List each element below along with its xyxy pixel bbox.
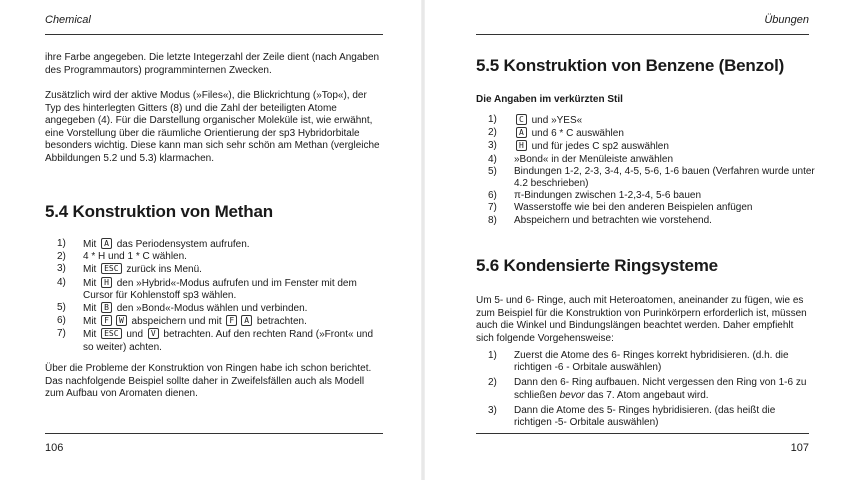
key-a-icon: A [516,127,527,138]
list-item: 7) Mit ESC und V betrachten. Auf den rechten Rand (»Front« und so weiter) achten. [57,328,374,353]
header-rule-left [45,34,383,35]
section-title-5-4: 5.4 Konstruktion von Methan [45,202,273,221]
intro-paragraph-1: ihre Farbe angegeben. Die letzte Integerzahl der Zeile dient (nach Angaben des Programmautors) programminternen Zwecken. [45,52,380,76]
key-f-icon: F [226,315,237,326]
key-w-icon: W [116,315,127,326]
key-v-icon: V [148,328,159,339]
key-f-icon: F [101,315,112,326]
list-item: 4) Mit H den »Hybrid«-Modus aufrufen und im Fenster mit dem Cursor für Kohlenstoff sp3 wählen. [57,276,357,301]
list-item: 1) C und »YES« [488,114,583,126]
subheading: Die Angaben im verkürzten Stil [476,94,623,105]
page-number-left: 106 [45,442,64,454]
intro-paragraph-2: Zusätzlich wird der aktive Modus (»Files«), die Blickrichtung (»Top«), der Typ des hinterlegten Gitters (8) und die Zahl der beteiligten Atome angegeben (4). Für die Darstellung organischer Moleküle ist, wie erwähnt, eine Vorstellung über die räumliche Orientierung der sp3 Hybridorbitale besonders wichtig. Diese kann man sich sehr schön am Methan (vergleiche Abbildungen 5.2 und 5.3) klarmachen. [45,90,380,164]
list-item: 8) Abspeichern und betrachten wie vorstehend. [488,214,712,226]
list-item: 6) π-Bindungen zwischen 1-2,3-4, 5-6 bauen [488,190,702,202]
list-item: 3) H und für jedes C sp2 auswählen [488,140,669,153]
page-number-right: 107 [790,442,809,454]
list-item: 5) Bindungen 1-2, 2-3, 3-4, 4-5, 5-6, 1-6 bauen (Verfahren wurde unter 4.2 beschrieben) [488,165,815,190]
list-item: 2) Dann den 6- Ring aufbauen. Nicht vergessen den Ring von 1-6 zu schließen bevor das 7. Atom angebaut wird. [488,377,807,401]
list-item: 3) Dann die Atome des 5- Ringes hybridisieren. (das heißt die richtigen -5- Orbitale auswählen) [488,404,776,429]
ring-paragraph: Um 5- und 6- Ringe, auch mit Heteroatomen, aneinander zu fügen, wie es zum Beispiel für die Konstruktion von Purinkörpern erforderlich ist, müssen auch die Winkel und Bindungslängen beachtet werden. Daher empfiehlt sich folgende Vorgehensweise: [476,295,807,344]
section-title-5-5: 5.5 Konstruktion von Benzene (Benzol) [476,56,785,75]
key-esc-icon: ESC [101,263,121,274]
list-item: 2) 4 * H und 1 * C wählen. [57,251,187,263]
running-head-left: Chemical [45,14,91,26]
section-title-5-6: 5.6 Kondensierte Ringsysteme [476,256,718,275]
ring-steps [476,350,811,429]
footer-rule-right [476,433,809,434]
list-item: 5) Mit B den »Bond«-Modus wählen und verbinden. [57,302,308,315]
key-h-icon: H [101,277,112,288]
running-head-right: Übungen [764,14,809,26]
list-item: 7) Wasserstoffe wie bei den anderen Beispielen anfügen [488,202,753,214]
list-item: 6) Mit F W abspeichern und mit F A betrachten. [57,315,307,328]
key-a-icon: A [241,315,252,326]
footer-rule-left [45,433,383,434]
list-item: 4) »Bond« in der Menüleiste anwählen [488,153,673,165]
header-rule-right [476,34,809,35]
methan-steps [45,238,385,354]
closing-paragraph: Über die Probleme der Konstruktion von Ringen habe ich schon berichtet. Das nachfolgende Beispiel sollte daher in Zweifelsfällen auch als Modell zum Aufbau von Aromaten dienen. [45,363,372,399]
list-item: 2) A und 6 * C auswählen [488,127,624,140]
list-item: 1) Zuerst die Atome des 6- Ringes korrekt hybridisieren. (d.h. die richtigen -6 - Orbitale auswählen) [488,350,789,374]
list-item: 1) Mit A das Periodensystem aufrufen. [57,238,250,250]
left-page [0,0,423,480]
key-a-icon: A [101,238,112,249]
benzol-steps [476,114,816,227]
key-esc-icon: ESC [101,328,121,339]
key-c-icon: C [516,114,527,125]
list-item: 3) Mit ESC zurück ins Menü. [57,263,202,276]
key-b-icon: B [101,302,112,313]
right-page [424,0,847,480]
key-h-icon: H [516,140,527,151]
